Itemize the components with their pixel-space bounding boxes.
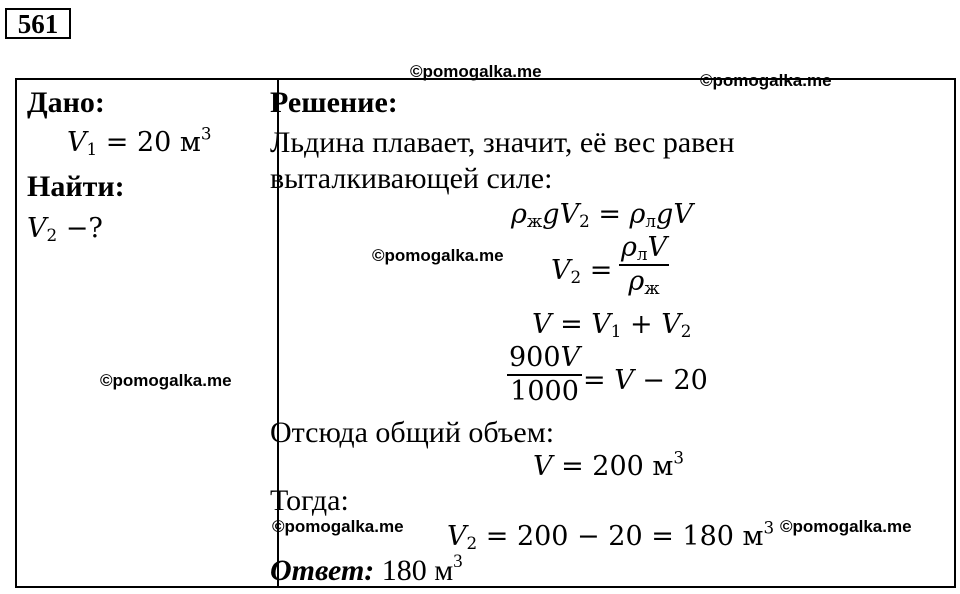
solution-heading: Решение:	[270, 86, 398, 119]
fraction-900-1000: 900V 1000	[509, 342, 581, 407]
problem-number: 561	[5, 8, 71, 39]
equation-total-volume: V = 200 $м^3$	[533, 447, 685, 482]
equation-v-minus-20: = V − 20	[583, 365, 708, 396]
watermark: ©pomogalka.me	[100, 371, 232, 390]
solution-line-2: выталкивающей силе:	[270, 162, 553, 195]
solution-line-4: Тогда:	[270, 484, 349, 517]
equation-volume-sum: $V = V_1 + V_2$	[532, 309, 692, 342]
watermark: ©pomogalka.me	[780, 517, 912, 536]
given-v1: $V_1 = 20$ $м^3$	[67, 123, 212, 160]
watermark: ©pomogalka.me	[410, 62, 542, 81]
watermark: ©pomogalka.me	[272, 517, 404, 536]
watermark: ©pomogalka.me	[700, 71, 832, 90]
watermark: ©pomogalka.me	[372, 246, 504, 265]
given-heading: Дано:	[27, 86, 105, 119]
equation-v2-lhs: $V_2$ =	[551, 255, 613, 288]
solution-table	[15, 78, 956, 588]
solution-line-3: Отсюда общий объем:	[270, 416, 555, 449]
find-v2: $V_2$ −?	[27, 213, 103, 246]
equation-v2-result: $V_2 = 200 - 20 = 180$ $м^3$	[447, 517, 775, 554]
find-heading: Найти:	[27, 170, 125, 203]
solution-line-1: Льдина плавает, значит, её вес равен	[270, 126, 735, 159]
answer: Ответ: 180 $м^3$	[270, 550, 463, 587]
equation-buoyancy: $\rho_жgV_2 = \rho_лgV$	[511, 199, 693, 232]
fraction-density-ratio: $\rho_лV$ $\rho_ж$	[621, 232, 668, 299]
